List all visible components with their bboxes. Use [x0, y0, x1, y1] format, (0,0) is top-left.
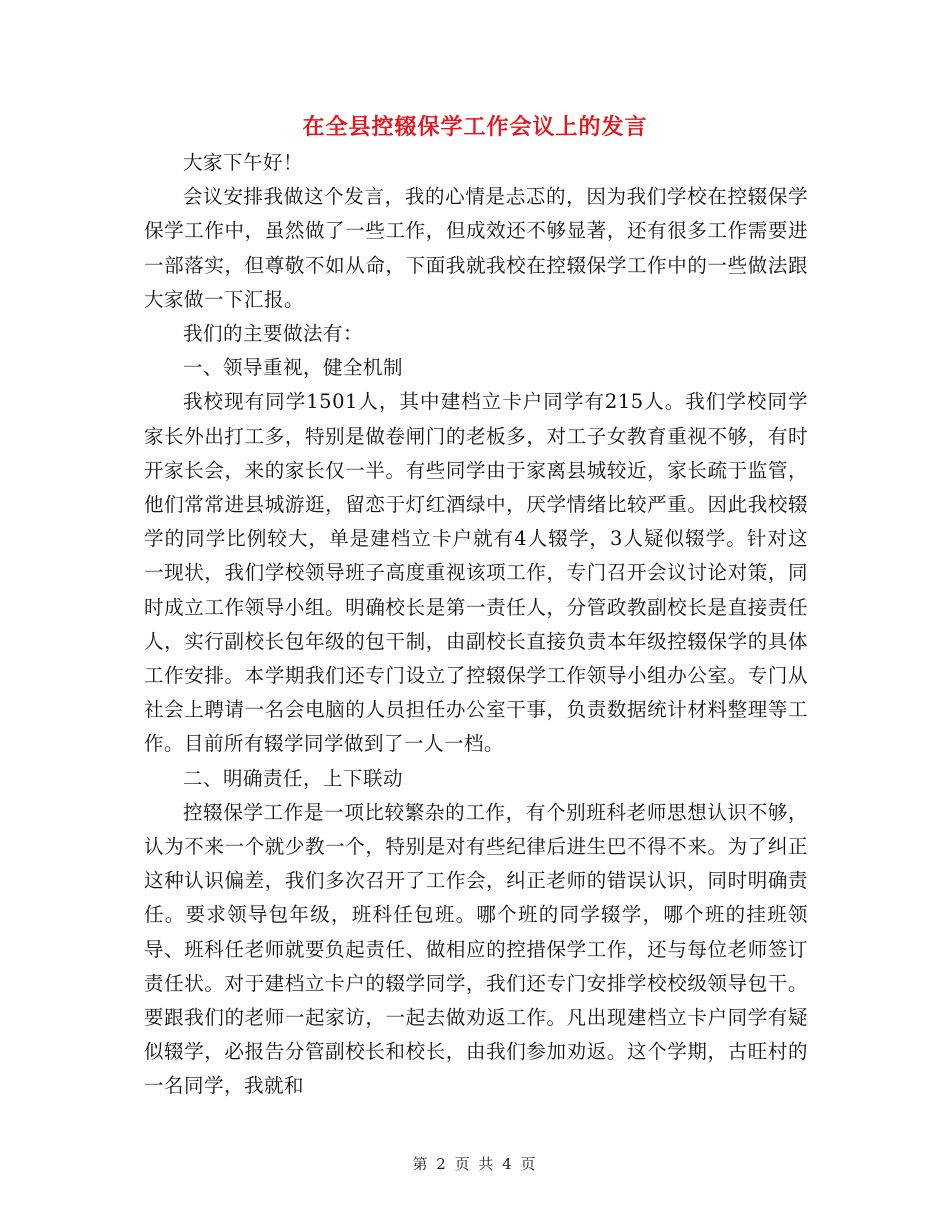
page-number-footer: 第 2 页 共 4 页 — [412, 1155, 538, 1173]
paragraph-section-1: 我校现有同学1501人，其中建档立卡户同学有215人。我们学校同学家长外出打工多，特别是做卷闸门的老板多，对工子女教育重视不够，有时开家长会，来的家长仅一半。有些同学由于家离县城较近，家长疏于监管，他们常常进县城游逛，留恋于灯红酒绿中，厌学情绪比较严重。因此我校辍学的同学比例较大，单是建档立卡户就有4人辍学，3人疑似辍学。针对这一现状，我们学校领导班子高度重视该项工作，专门召开会议讨论对策，同时成立工作领导小组。明确校长是第一责任人，分管政教副校长是直接责任人，实行副校长包年级的包干制，由副校长直接负责本年级控辍保学的具体工作安排。本学期我们还专门设立了控辍保学工作领导小组办公室。专门从社会上聘请一名会电脑的人员担任办公室干事，负责数据统计材料整理等工作。目前所有辍学同学做到了一人一档。 — [144, 390, 808, 756]
section-heading-1: 一、领导重视，健全机制 — [183, 356, 404, 380]
paragraph-intro: 会议安排我做这个发言，我的心情是忐忑的，因为我们学校在控辍保学保学工作中，虽然做了一些工作，但成效还不够显著，还有很多工作需要进一部落实，但尊敬不如从命，下面我就我校在控辍保学工作中的一些做法跟大家做一下汇报。 — [144, 185, 808, 311]
document-body — [144, 146, 808, 1104]
paragraph-greeting: 大家下午好！ — [183, 151, 304, 174]
paragraph-section-2: 控辍保学工作是一项比较繁杂的工作，有个别班科老师思想认识不够，认为不来一个就少教一个，特别是对有些纪律后进生巴不得不来。为了纠正这种认识偏差，我们多次召开了工作会，纠正老师的错误认识，同时明确责任。要求领导包年级，班科任包班。哪个班的同学辍学，哪个班的挂班领导、班科任老师就要负起责任、做相应的控措保学工作，还与每位老师签订责任状。对于建档立卡户的辍学同学，我们还专门安排学校校级领导包干。要跟我们的老师一起家访，一起去做劝返工作。凡出现建档立卡户同学有疑似辍学，必报告分管副校长和校长，由我们参加劝返。这个学期，古旺村的一名同学，我就和 — [144, 800, 808, 1098]
document-title: 在全县控辍保学工作会议上的发言 — [302, 114, 648, 140]
section-heading-2: 二、明确责任，上下联动 — [183, 766, 404, 790]
paragraph-main-methods: 我们的主要做法有： — [183, 322, 364, 346]
